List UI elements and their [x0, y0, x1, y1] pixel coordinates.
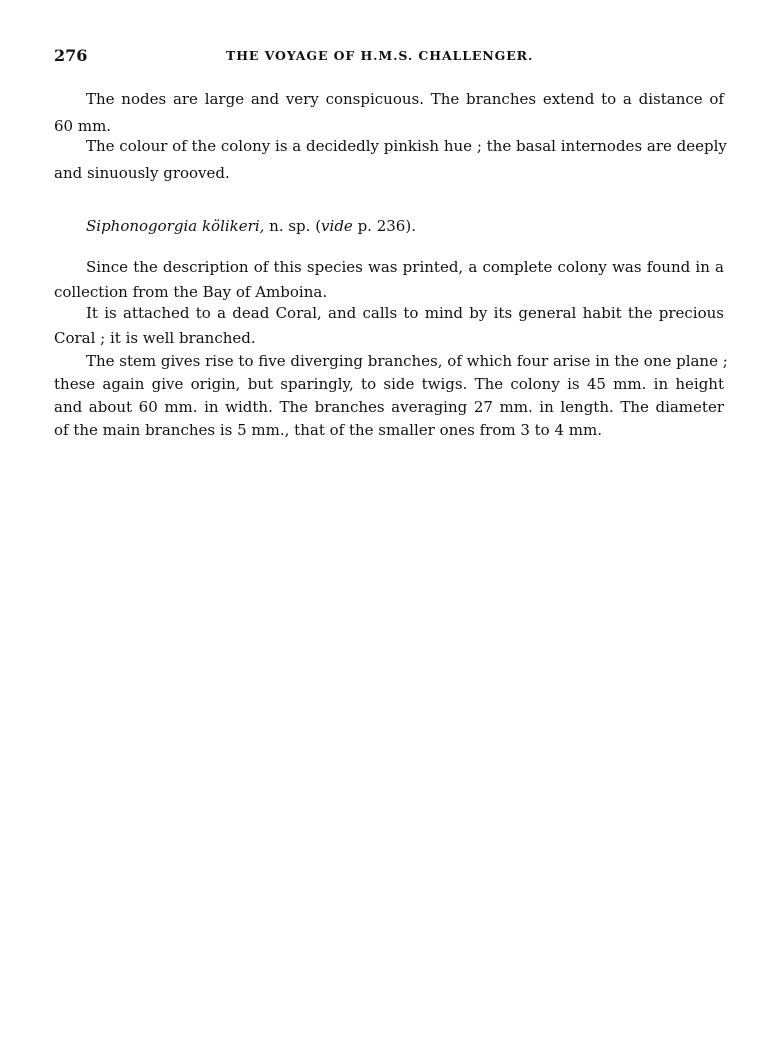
page-header [54, 46, 724, 70]
paragraph5-line-1: The stem gives rise to five diverging branches, of which four arise in the one plane ; [86, 352, 728, 370]
paragraph4-line-1: It is attached to a dead Coral, and calls to mind by its general habit the precious [86, 304, 724, 322]
paragraph5-line-4: of the main branches is 5 mm., that of the smaller ones from 3 to 4 mm. [54, 421, 603, 439]
paragraph5-line-3: and about 60 mm. in width. The branches averaging 27 mm. in length. The diameter [54, 398, 724, 416]
paragraph4-line-2: Coral ; it is well branched. [54, 329, 256, 347]
paragraph3-line-1: Since the description of this species was printed, a complete colony was found in a [86, 258, 724, 276]
species-name: Siphonogorgia kölikeri, [86, 217, 265, 235]
species-heading [86, 217, 416, 235]
page-reference: p. 236). [352, 217, 416, 235]
running-title: THE VOYAGE OF H.M.S. CHALLENGER. [226, 48, 534, 63]
paragraph2-line-1: The colour of the colony is a decidedly pinkish hue ; the basal internodes are deeply [86, 137, 727, 155]
page-number: 276 [54, 46, 88, 65]
paragraph2-line-2: and sinuously grooved. [54, 164, 230, 182]
paragraph5-line-2: these again give origin, but sparingly, to side twigs. The colony is 45 mm. in height [54, 375, 724, 393]
paragraph3-line-2: collection from the Bay of Amboina. [54, 283, 328, 301]
paragraph1-line-1: The nodes are large and very conspicuous. The branches extend to a distance of [86, 90, 724, 108]
vide-word: vide [321, 217, 353, 235]
paragraph1-line-2: 60 mm. [54, 117, 112, 135]
species-designation: n. sp. ( [264, 217, 322, 235]
